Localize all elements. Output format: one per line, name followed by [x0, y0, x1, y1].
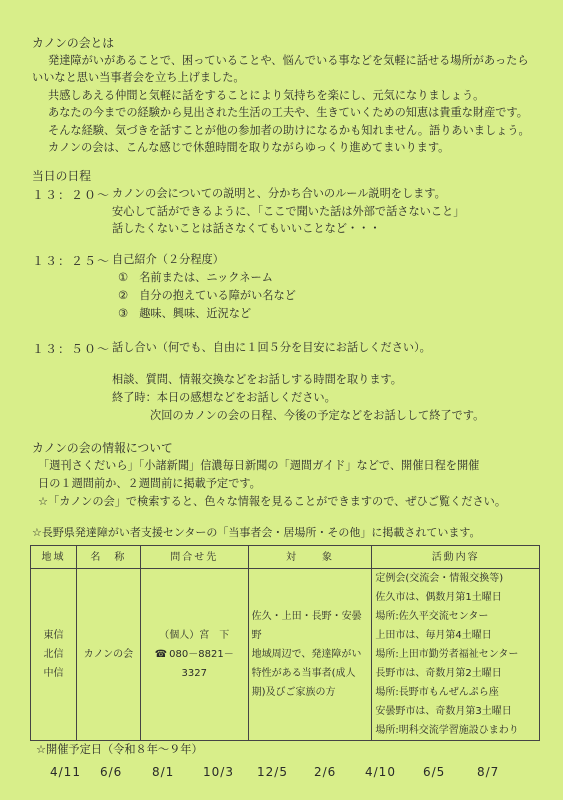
t2-line-4: ③ 趣味、興味、近況など [118, 307, 252, 320]
date-item: 8/7 [477, 765, 500, 779]
activity-line-6: 長野市は、奇数月第2土曜日 [375, 668, 502, 679]
intro-line-2: いいなと思い当事者会を立ち上げました。 [32, 71, 245, 84]
target-line-1: 佐久・上田・長野・安曇野 [251, 611, 362, 641]
activity-line-9: 場所:明科交流学習施設ひまわり [375, 725, 519, 736]
activity-line-1: 定例会(交流会・情報交換等) [375, 573, 504, 584]
intro-line-1: 発達障がいがあることで、困っていることや、悩んでいる事などを気軽に話せる場所があったら [48, 54, 529, 67]
activity-line-4: 上田市は、毎月第4土曜日 [375, 630, 492, 641]
target-cell [248, 569, 372, 741]
t3-line-1: 話し合い（何でも、自由に１回５分を目安にお話しください）。 [112, 341, 431, 354]
dates-heading: ☆開催予定日（令和８年～９年） [36, 743, 203, 756]
t3-line-3: 終了時：本日の感想などをお話しください。 [112, 391, 336, 404]
table-row [31, 569, 540, 741]
intro-line-4: あなたの今までの経験から見出された生活の工夫や、生きていくための知恵は貴重な財産です。 [48, 106, 528, 119]
intro-line-3: 共感しあえる仲間と気軽に話をすることにより気持ちを楽にし、元気になりましょう。 [48, 89, 485, 102]
region-chushin: 中信 [43, 668, 64, 679]
time-1350: １３：５０～ [32, 342, 111, 356]
date-item: 4/10 [365, 765, 396, 779]
activity-line-7: 場所:長野市もんぜんぷら座 [375, 687, 499, 698]
header-target: 対 象 [248, 546, 372, 569]
region-toshin: 東信 [43, 630, 64, 641]
t1-line-3: 話したくないことは話さなくてもいいことなど・・・ [112, 222, 381, 235]
group-name-cell: カノンの会 [76, 569, 140, 741]
target-line-4: 期)及びご家族の方 [251, 687, 336, 698]
target-line-3: 特性がある当事者(成人 [251, 668, 356, 679]
intro-line-5: そんな経験、気づきを話すことが他の参加者の助けになるかも知れません。語りあいましょう。 [48, 124, 530, 137]
support-center-table [30, 545, 540, 741]
table-caption: ☆長野県発達障がい者支援センターの「当事者会・居場所・その他」に掲載されています。 [32, 526, 481, 539]
t3-line-2: 相談、質問、情報交換などをお話しする時間を取ります。 [112, 373, 402, 386]
t2-line-1: 自己紹介（２分程度） [112, 253, 224, 266]
activity-line-2: 佐久市は、偶数月第1土曜日 [375, 592, 502, 603]
header-activity: 活動内容 [372, 546, 540, 569]
contact-phone: 080－8821－3327 [169, 649, 234, 679]
region-cell [31, 569, 77, 741]
info-line-1: 「週刊さくだいら」「小諸新聞」信濃毎日新聞の「週間ガイド」などで、開催日程を開催 [38, 459, 480, 472]
activity-cell [372, 569, 540, 741]
region-hokushin: 北信 [43, 649, 64, 660]
header-region: 地域 [31, 546, 77, 569]
t2-line-3: ② 自分の抱えている障がい名など [118, 289, 296, 302]
t2-line-2: ① 名前または、ニックネーム [118, 271, 273, 284]
t3-line-4: 次回のカノンの会の日程、今後の予定などをお話しして終了です。 [150, 409, 485, 422]
activity-line-8: 安曇野市は、奇数月第3土曜日 [375, 706, 512, 717]
info-line-2: 日の１週間前か、２週間前に掲載予定です。 [38, 477, 261, 490]
date-item: 8/1 [152, 765, 175, 779]
contact-phone-line [144, 645, 245, 683]
activity-line-3: 場所:佐久平交流センター [375, 611, 489, 622]
t1-line-1: カノンの会についての説明と、分かち合いのルール説明をします。 [112, 187, 446, 200]
header-contact: 問合せ先 [140, 546, 248, 569]
date-item: 6/5 [423, 765, 446, 779]
header-name: 名 称 [76, 546, 140, 569]
t1-line-2: 安心して話ができるように、「ここで聞いた話は外部で話さないこと」 [112, 205, 465, 218]
info-line-3: ☆「カノンの会」で検索すると、色々な情報を見ることができますので、ぜひご覧ください。 [38, 495, 507, 508]
intro-heading: カノンの会とは [32, 36, 115, 50]
intro-line-6: カノンの会は、こんな感じで休憩時間を取りながらゆっくり進めてまいります。 [48, 141, 450, 154]
date-item: 4/11 [50, 765, 81, 779]
time-1320: １３：２０～ [32, 188, 111, 202]
date-item: 12/5 [257, 765, 288, 779]
contact-cell [140, 569, 248, 741]
table-header-row [31, 546, 540, 569]
schedule-heading: 当日の日程 [32, 169, 91, 183]
info-heading: カノンの会の情報について [32, 441, 173, 455]
date-item: 2/6 [314, 765, 337, 779]
target-line-2: 地域周辺で、発達障がい [251, 649, 362, 660]
activity-line-5: 場所:上田市勤労者福祉センター [375, 649, 519, 660]
time-1325: １３：２５～ [32, 254, 111, 268]
date-item: 6/6 [100, 765, 123, 779]
date-item: 10/3 [203, 765, 234, 779]
contact-name: （個人）宮 下 [159, 630, 230, 641]
phone-icon: ☎ [154, 649, 168, 660]
